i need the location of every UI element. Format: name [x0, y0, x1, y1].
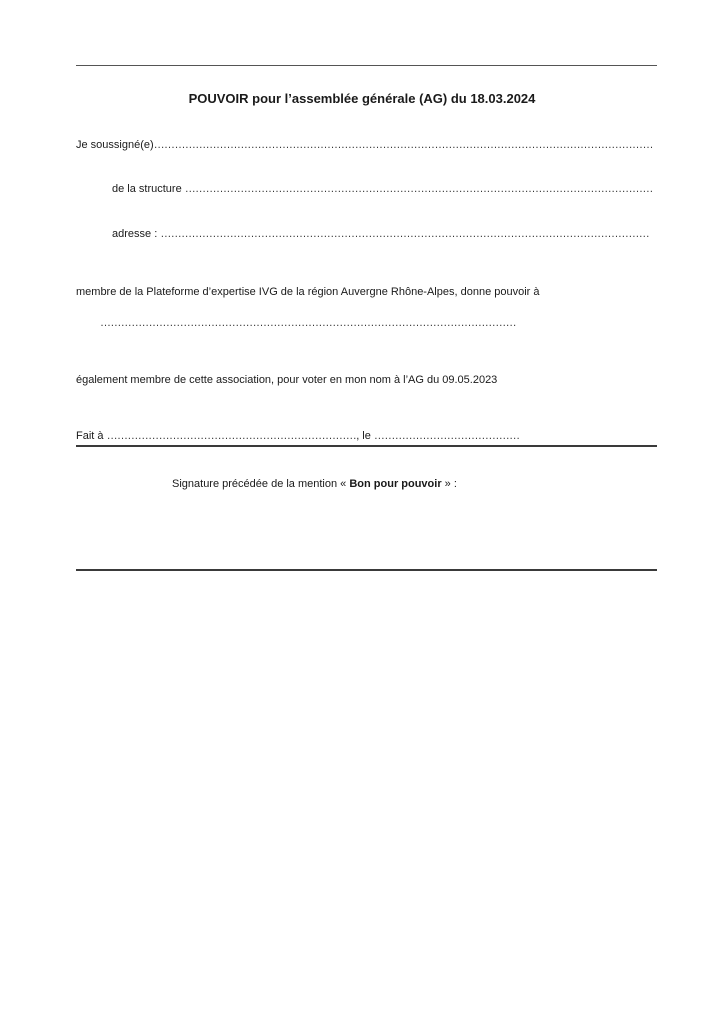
- structure-dots: ………………………………………………………………………………………………………………………: [184, 183, 653, 195]
- adresse-label: adresse :: [112, 228, 161, 240]
- fait-separator: , le: [356, 430, 374, 442]
- soussigne-label: Je soussigné(e): [76, 139, 154, 151]
- soussigne-dots: ………………………………………………………………………………………………………………………………: [153, 139, 653, 151]
- fait-lieu-dots: ………………………………………………………………: [106, 430, 357, 442]
- fait-label: Fait à: [76, 430, 107, 442]
- top-divider: [76, 65, 657, 66]
- fait-date-dots: ……………………………………: [373, 430, 520, 442]
- mandataire-field[interactable]: …………………………………………………………………………………………………………: [100, 317, 517, 329]
- bottom-divider: [76, 569, 657, 571]
- membre-statement: membre de la Plateforme d’expertise IVG de la région Auvergne Rhône-Alpes, donne pouvoir à: [76, 286, 540, 298]
- egalement-statement: également membre de cette association, pour voter en mon nom à l’AG du 09.05.2023: [76, 374, 498, 386]
- signature-prefix: Signature précédée de la mention «: [172, 478, 350, 490]
- structure-label: de la structure: [112, 183, 185, 195]
- adresse-dots: ……………………………………………………………………………………………………………………………: [160, 228, 650, 240]
- signature-suffix: » :: [441, 478, 457, 490]
- soussigne-field[interactable]: [76, 139, 653, 151]
- signature-instruction: [172, 478, 457, 490]
- adresse-field[interactable]: [112, 228, 649, 240]
- document-title: POUVOIR pour l’assemblée générale (AG) du 18.03.2024: [188, 91, 536, 106]
- fait-field[interactable]: [76, 430, 520, 442]
- middle-divider: [76, 445, 657, 447]
- structure-field[interactable]: [112, 183, 653, 195]
- signature-mention: Bon pour pouvoir: [349, 478, 442, 490]
